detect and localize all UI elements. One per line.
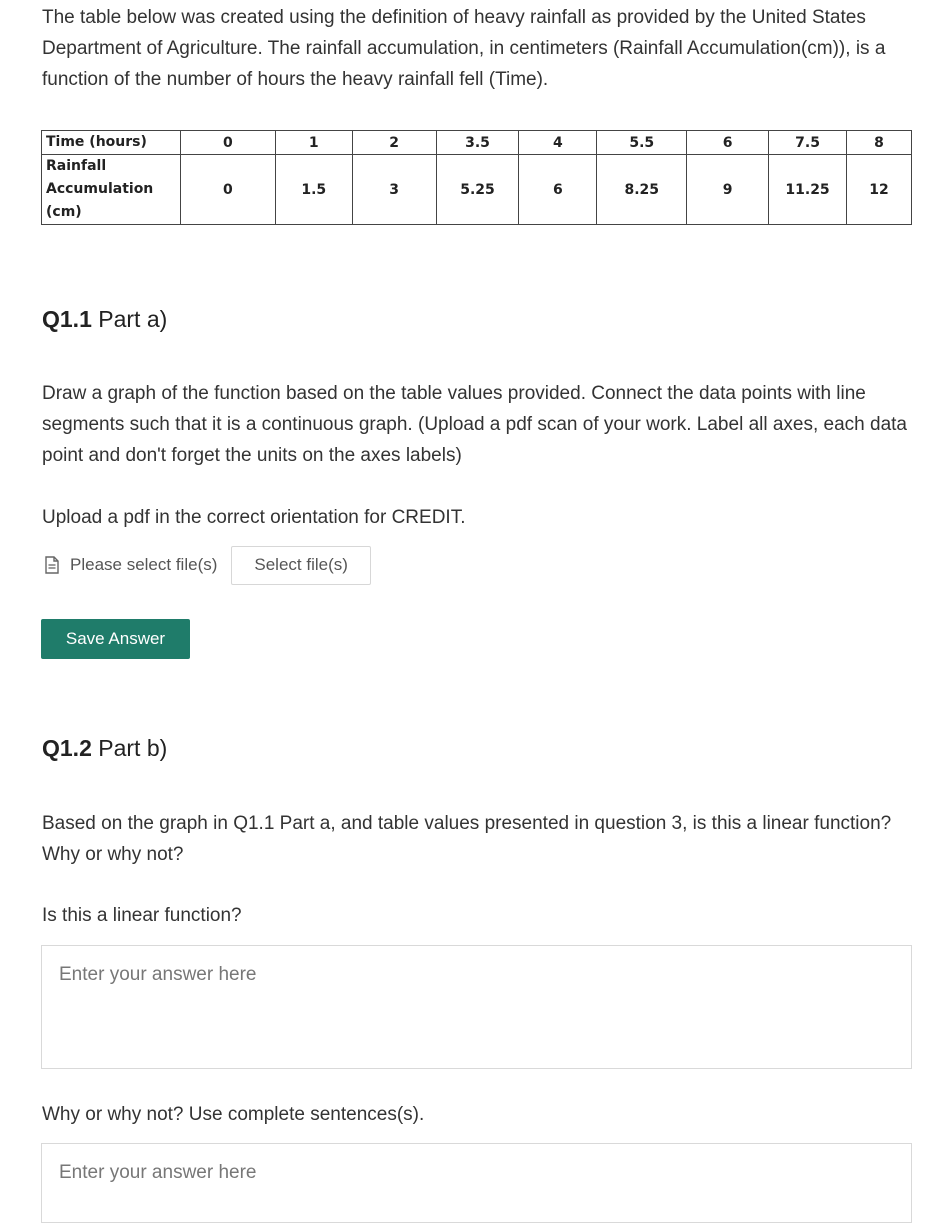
table-cell: 9 — [687, 155, 769, 225]
table-cell: 0 — [180, 131, 275, 155]
file-upload-row — [42, 545, 371, 585]
table-cell: 3 — [352, 155, 436, 225]
table-row-rainfall — [42, 155, 912, 225]
table-cell: 4 — [519, 131, 597, 155]
table-row-label: Time (hours) — [42, 131, 181, 155]
table-cell: 2 — [352, 131, 436, 155]
save-answer-button[interactable]: Save Answer — [41, 619, 190, 659]
table-cell: 5.25 — [436, 155, 519, 225]
intro-text: The table below was created using the definition of heavy rainfall as provided by the United States Department of Agriculture. The rainfall accumulation, in centimeters (Rainfall Accumulation(cm)), is a function of the number of hours the heavy rainfall fell (Time). — [42, 7, 886, 90]
upload-instruction: Upload a pdf in the correct orientation for CREDIT. — [42, 507, 466, 528]
table-cell: 6 — [519, 155, 597, 225]
table-cell: 1.5 — [275, 155, 352, 225]
file-document-icon — [42, 555, 62, 575]
table-cell: 11.25 — [769, 155, 847, 225]
table-cell: 8.25 — [597, 155, 687, 225]
table-cell: 7.5 — [769, 131, 847, 155]
question-prompt: Draw a graph of the function based on the table values provided. Connect the data points with line segments such that it is a continuous graph. (Upload a pdf scan of your work. Label all axes, each data point and don't forget the units on the axes labels) — [42, 383, 908, 466]
table-cell: 5.5 — [597, 131, 687, 155]
row-label-line: Accumulation — [46, 181, 154, 197]
table-row-label — [42, 155, 181, 225]
table-cell: 0 — [180, 155, 275, 225]
question-prompt: Based on the graph in Q1.1 Part a, and table values presented in question 3, is this a linear function? Why or why not? — [42, 813, 892, 865]
question-part: Part a) — [98, 306, 168, 332]
question-number: Q1.1 — [42, 306, 92, 332]
sub-question-label: Is this a linear function? — [42, 905, 242, 926]
question-title-q1-2 — [42, 735, 167, 762]
table-cell: 1 — [275, 131, 352, 155]
question-number: Q1.2 — [42, 735, 92, 761]
table-cell: 8 — [847, 131, 912, 155]
row-label-line: Rainfall — [46, 158, 107, 174]
sub-question-label: Why or why not? Use complete sentences(s). — [42, 1104, 425, 1125]
linear-answer-input[interactable] — [41, 945, 912, 1069]
reasoning-answer-input[interactable] — [41, 1143, 912, 1223]
table-cell: 6 — [687, 131, 769, 155]
select-files-button[interactable]: Select file(s) — [231, 546, 371, 585]
row-label-line: (cm) — [46, 204, 82, 220]
table-row-time — [42, 131, 912, 155]
rainfall-table — [41, 130, 912, 225]
question-title-q1-1 — [42, 306, 167, 333]
file-status-label: Please select file(s) — [70, 555, 218, 574]
table-cell: 3.5 — [436, 131, 519, 155]
table-cell: 12 — [847, 155, 912, 225]
question-part: Part b) — [98, 735, 168, 761]
